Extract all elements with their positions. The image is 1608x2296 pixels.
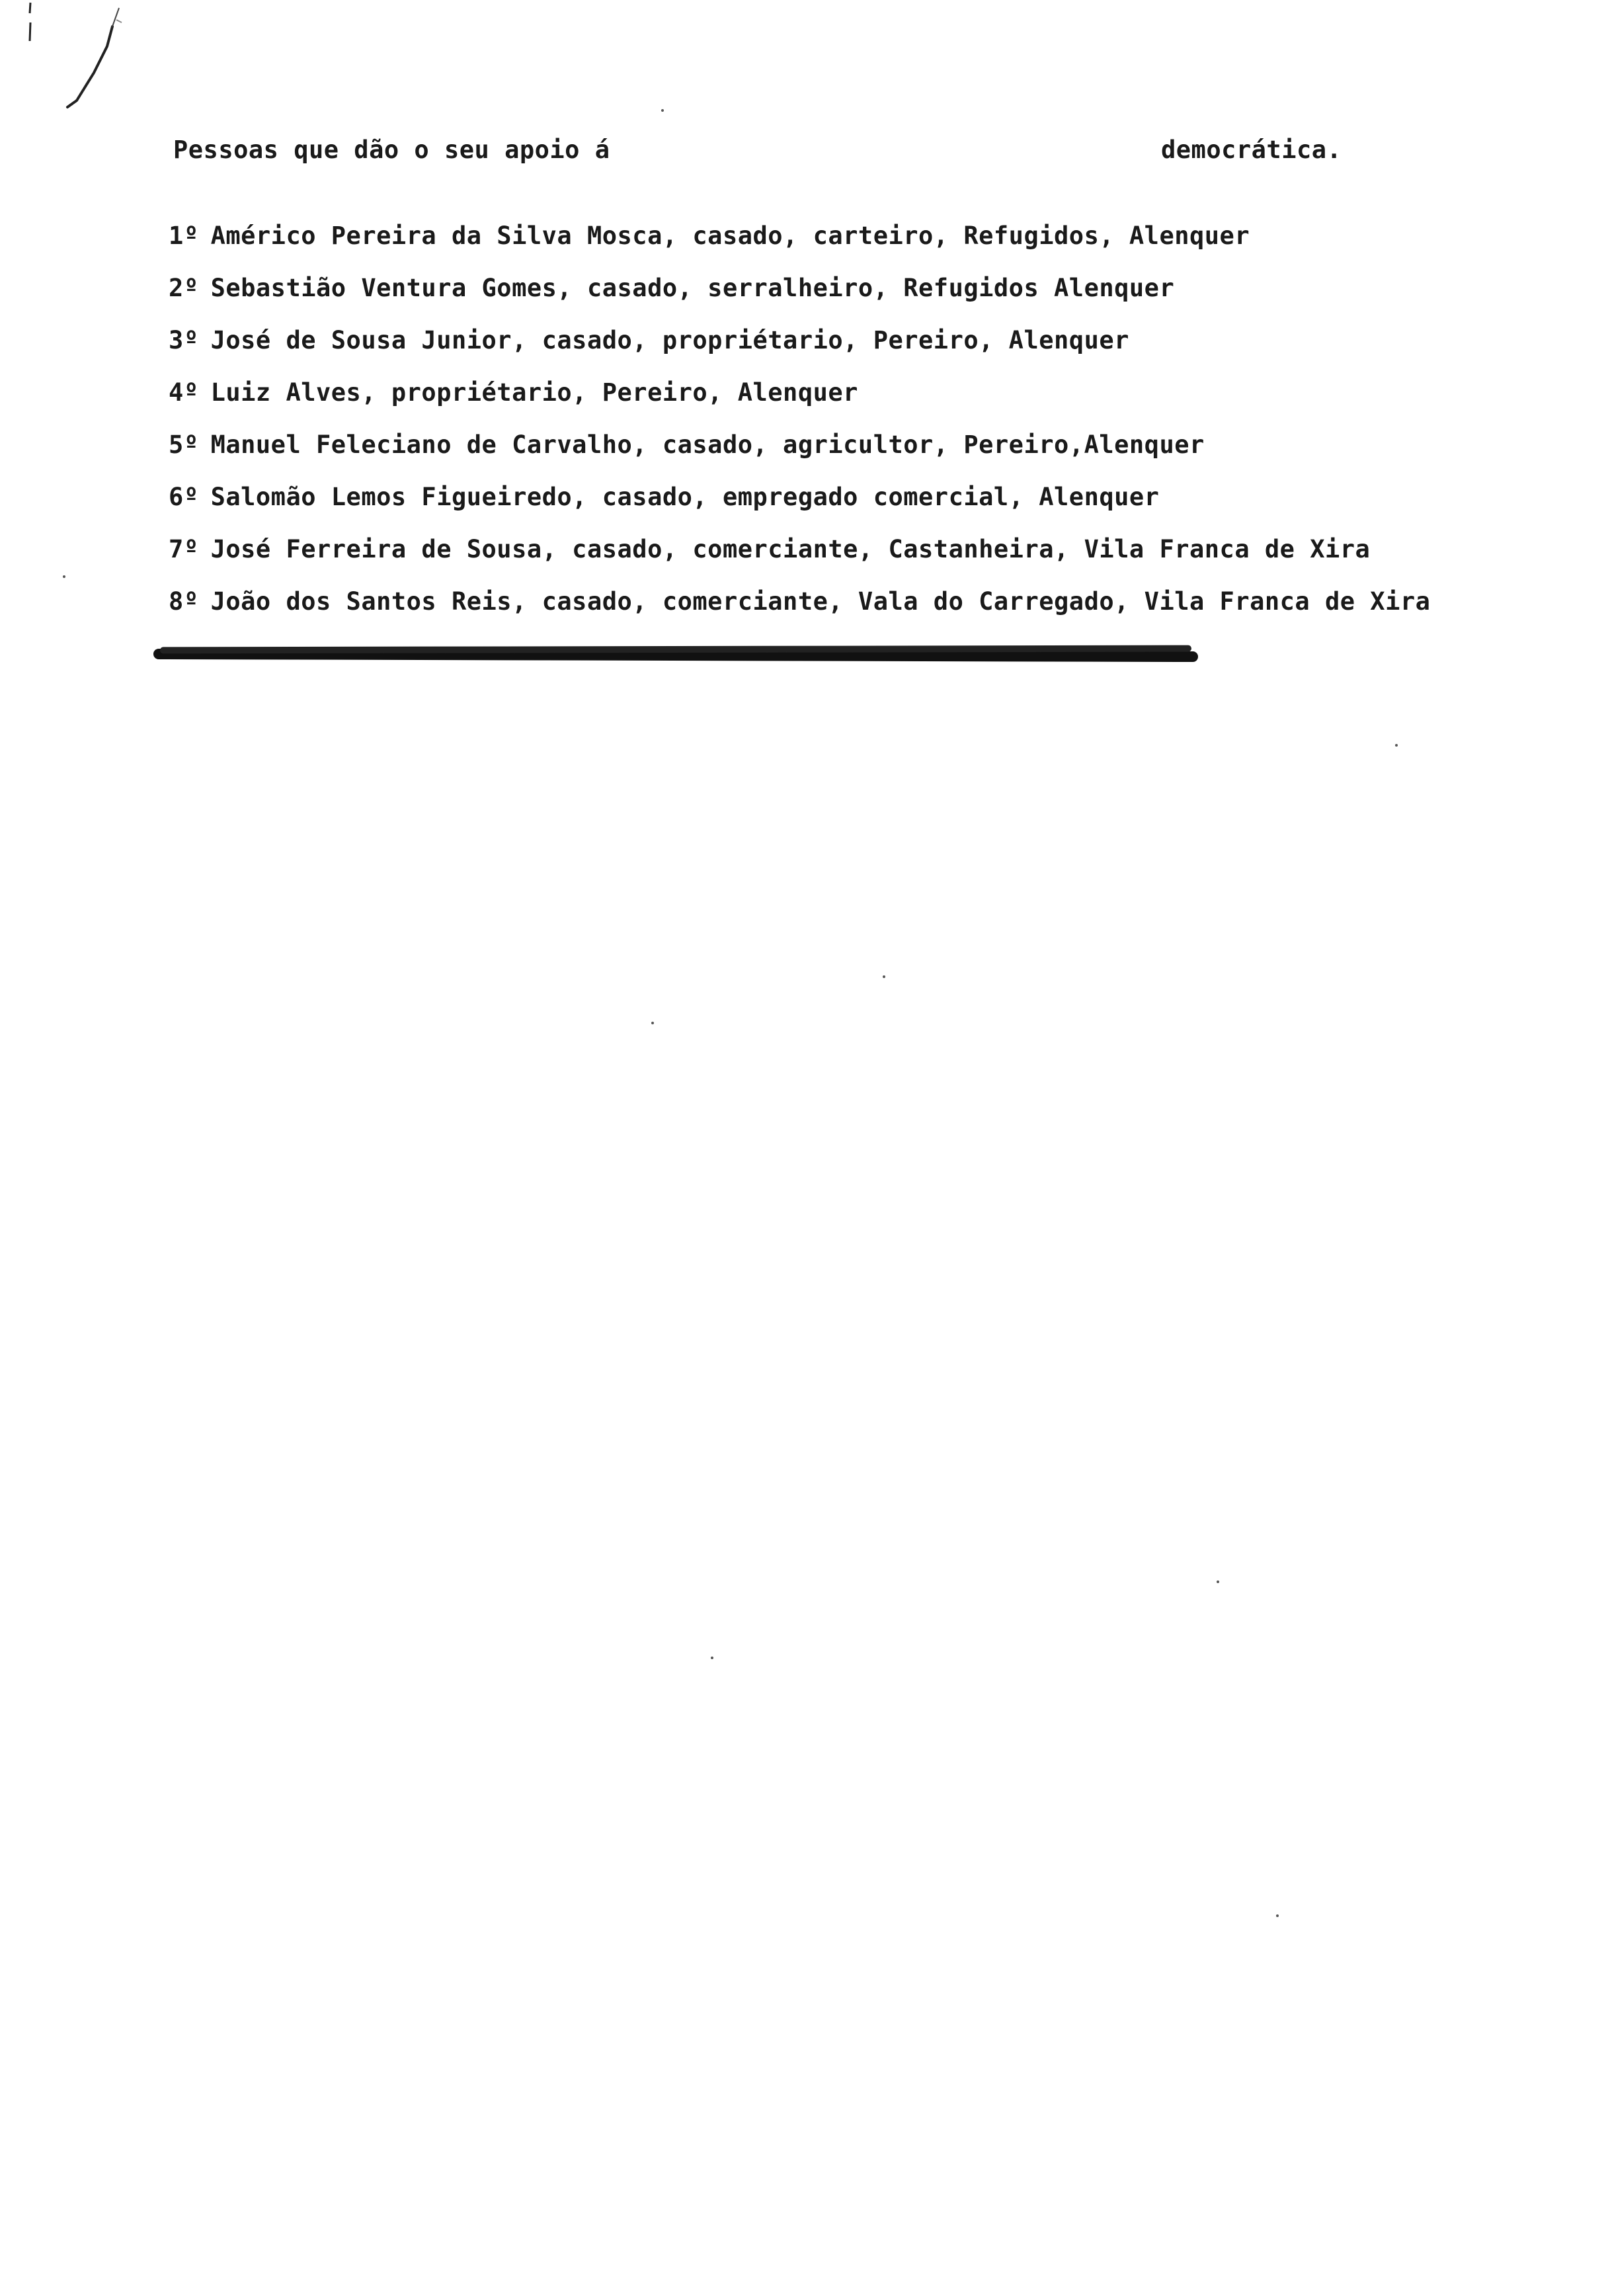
paper-speck [711,1657,713,1659]
entry-number: 8º [169,587,199,616]
entry-number: 3º [169,326,199,354]
entry-number: 4º [169,378,199,407]
entry-text: João dos Santos Reis, casado, comerciante, Vala do Carregado, Vila Franca de Xira [210,587,1431,616]
paper-speck [1276,1914,1279,1917]
list-item [169,222,1557,274]
entry-text: Luiz Alves, propriétario, Pereiro, Alenquer [210,378,858,407]
supporters-list [169,222,1557,639]
paper-speck [1395,744,1398,747]
pen-mark-icon [20,0,139,112]
paper-speck [651,1022,654,1024]
list-item [169,483,1557,535]
heading-right-text: democrática. [1161,136,1342,164]
entry-text: Manuel Feleciano de Carvalho, casado, agricultor, Pereiro,Alenquer [210,430,1205,459]
entry-number: 5º [169,430,199,459]
list-item [169,535,1557,587]
entry-text: José Ferreira de Sousa, casado, comerciante, Castanheira, Vila Franca de Xira [210,535,1371,563]
heading-left-text: Pessoas que dão o seu apoio á [173,136,610,164]
paper-speck [883,975,885,978]
paper-speck [63,575,65,578]
document-heading [173,136,1370,169]
redacted-entry [153,645,1198,665]
list-item [169,274,1557,326]
entry-text: Américo Pereira da Silva Mosca, casado, carteiro, Refugidos, Alenquer [210,222,1250,250]
list-item [169,378,1557,430]
paper-speck [1217,1580,1219,1583]
entry-number: 1º [169,222,199,250]
entry-text: Salomão Lemos Figueiredo, casado, empregado comercial, Alenquer [210,483,1160,511]
list-item [169,430,1557,483]
list-item [169,326,1557,378]
entry-text: Sebastião Ventura Gomes, casado, serralheiro, Refugidos Alenquer [210,274,1175,302]
paper-speck [661,109,664,112]
entry-number: 2º [169,274,199,302]
entry-number: 6º [169,483,199,511]
entry-number: 7º [169,535,199,563]
entry-text: José de Sousa Junior, casado, propriétario, Pereiro, Alenquer [210,326,1129,354]
list-item [169,587,1557,639]
